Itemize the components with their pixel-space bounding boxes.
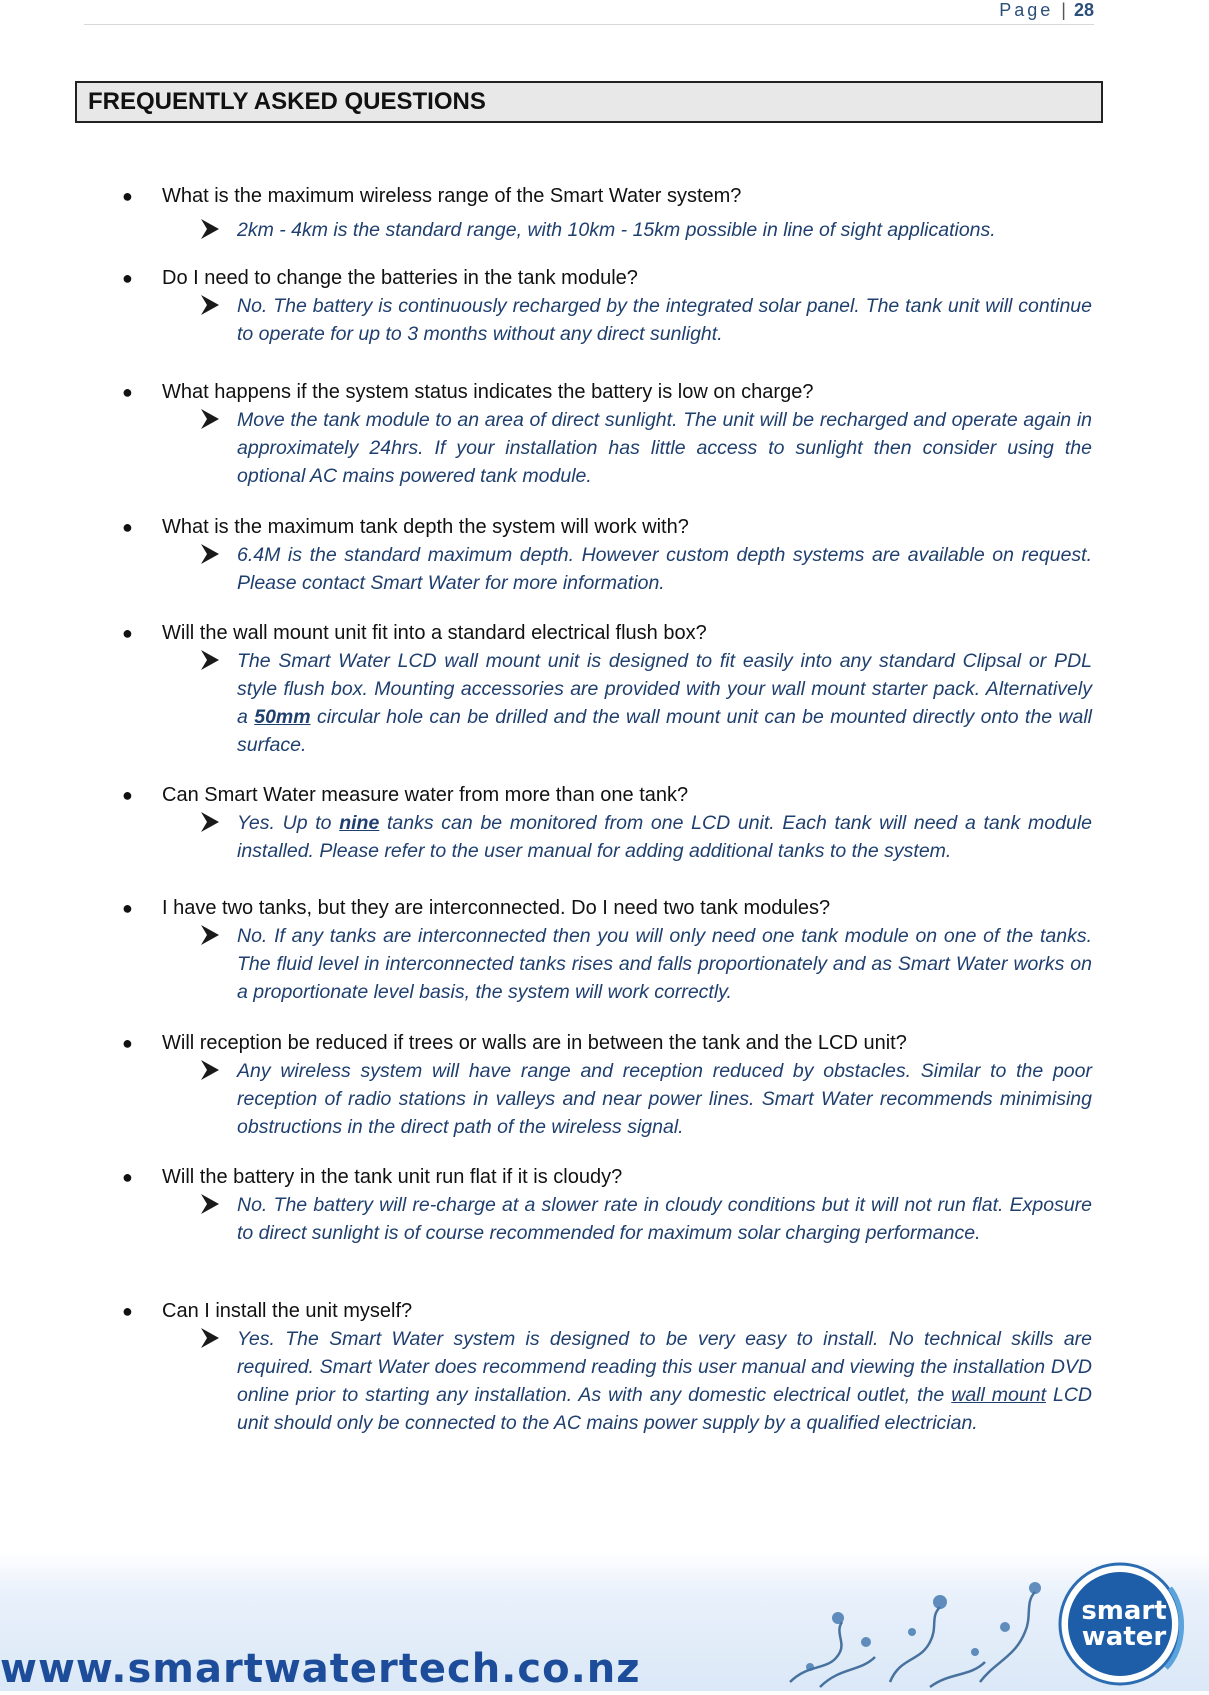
faq-answer-text: No. The battery will re-charge at a slower rate in cloudy conditions but it will not run flat. Exposure to direct sunlight is of course recommended for maximum solar charging performance. bbox=[237, 1194, 1092, 1244]
faq-question-text: Will reception be reduced if trees or walls are in between the tank and the LCD unit? bbox=[162, 1032, 907, 1054]
arrow-icon bbox=[200, 294, 220, 316]
water-splash-graphic bbox=[780, 1572, 1080, 1691]
bullet-icon: ● bbox=[122, 1301, 133, 1321]
faq-answer-emphasis: nine bbox=[339, 812, 380, 834]
faq-answer bbox=[237, 1191, 1092, 1247]
faq-question bbox=[122, 182, 1092, 210]
faq-question-text: What is the maximum wireless range of the Smart Water system? bbox=[162, 185, 742, 207]
page-footer bbox=[0, 1552, 1209, 1691]
arrow-icon bbox=[200, 1327, 220, 1349]
arrow-icon bbox=[200, 218, 220, 240]
faq-answer bbox=[237, 541, 1092, 597]
bullet-icon: ● bbox=[122, 517, 133, 537]
page-separator: | bbox=[1061, 0, 1066, 20]
faq-answer bbox=[237, 922, 1092, 1006]
faq-question bbox=[122, 378, 1092, 406]
faq-answer-text: Move the tank module to an area of direct sunlight. The unit will be recharged and operate again in approximately 24hrs. If your installation has little access to sunlight then consider using the optional AC mains powered tank module. bbox=[237, 409, 1092, 487]
faq-answer-text: 2km - 4km is the standard range, with 10km - 15km possible in line of sight applications. bbox=[237, 219, 996, 241]
arrow-icon bbox=[200, 1193, 220, 1215]
bullet-icon: ● bbox=[122, 785, 133, 805]
logo-text bbox=[1058, 1558, 1190, 1690]
faq-item bbox=[122, 513, 1092, 597]
bullet-icon: ● bbox=[122, 186, 133, 206]
faq-question bbox=[122, 619, 1092, 647]
bullet-icon: ● bbox=[122, 1167, 133, 1187]
arrow-icon bbox=[200, 924, 220, 946]
faq-question bbox=[122, 264, 1092, 292]
arrow-icon bbox=[200, 811, 220, 833]
bullet-icon: ● bbox=[122, 623, 133, 643]
faq-question-text: Can Smart Water measure water from more than one tank? bbox=[162, 784, 689, 806]
faq-item bbox=[122, 1029, 1092, 1141]
section-title: FREQUENTLY ASKED QUESTIONS bbox=[75, 81, 1103, 123]
faq-item bbox=[122, 378, 1092, 490]
faq-answer bbox=[237, 1057, 1092, 1141]
faq-answer-text: No. If any tanks are interconnected then you will only need one tank module on one of the tanks. The fluid level in interconnected tanks rises and falls proportionately and as Smart Water works on a proportionate level basis, the system will work correctly. bbox=[237, 925, 1092, 1003]
arrow-icon bbox=[200, 543, 220, 565]
page-header bbox=[84, 0, 1094, 25]
arrow-icon bbox=[200, 1059, 220, 1081]
faq-answer bbox=[237, 406, 1092, 490]
faq-item bbox=[122, 894, 1092, 1006]
faq-question-text: Can I install the unit myself? bbox=[162, 1300, 413, 1322]
faq-answer bbox=[237, 216, 1092, 244]
faq-question-text: Do I need to change the batteries in the tank module? bbox=[162, 267, 638, 289]
bullet-icon: ● bbox=[122, 1033, 133, 1053]
arrow-icon bbox=[200, 408, 220, 430]
faq-answer-text: Yes. Up to bbox=[237, 812, 340, 834]
faq-answer-emphasis: 50mm bbox=[254, 706, 311, 728]
faq-answer-text: circular hole can be drilled and the wall mount unit can be mounted directly onto the wall surface. bbox=[237, 706, 1092, 756]
faq-question-text: What is the maximum tank depth the system will work with? bbox=[162, 516, 689, 538]
faq-item bbox=[122, 264, 1092, 348]
faq-answer bbox=[237, 1325, 1092, 1437]
faq-question bbox=[122, 1297, 1092, 1325]
smart-water-logo bbox=[1058, 1558, 1190, 1690]
faq-answer-text: The Smart Water LCD wall mount unit is designed to fit easily into any standard Clipsal or PDL style flush box. Mounting accessories are provided with your wall mount starter pack. Alternatively a bbox=[237, 650, 1092, 728]
bullet-icon: ● bbox=[122, 898, 133, 918]
faq-answer bbox=[237, 809, 1092, 865]
faq-item bbox=[122, 1163, 1092, 1247]
page-number: 28 bbox=[1073, 0, 1094, 20]
faq-question-text: Will the wall mount unit fit into a standard electrical flush box? bbox=[162, 622, 707, 644]
faq-answer-text: 6.4M is the standard maximum depth. However custom depth systems are available on request. Please contact Smart Water for more information. bbox=[237, 544, 1092, 594]
faq-question bbox=[122, 1029, 1092, 1057]
faq-answer-text: Any wireless system will have range and reception reduced by obstacles. Similar to the poor reception of radio stations in valleys and near power lines. Smart Water recommends minimising obstructions in the direct path of the wireless signal. bbox=[237, 1060, 1092, 1138]
faq-item bbox=[122, 182, 1092, 244]
logo-line-1: smart bbox=[1081, 1596, 1167, 1626]
faq-question-text: What happens if the system status indicates the battery is low on charge? bbox=[162, 381, 814, 403]
faq-answer bbox=[237, 647, 1092, 759]
faq-answer-text: tanks can be monitored from one LCD unit. Each tank will need a tank module installed. Please refer to the user manual for adding additional tanks to the system. bbox=[237, 812, 1092, 862]
faq-answer-text: LCD unit should only be connected to the AC mains power supply by a qualified electrician. bbox=[237, 1384, 1092, 1434]
faq-answer bbox=[237, 292, 1092, 348]
bullet-icon: ● bbox=[122, 382, 133, 402]
arrow-icon bbox=[200, 649, 220, 671]
website-url: www.smartwatertech.co.nz bbox=[0, 1646, 641, 1692]
faq-question-text: I have two tanks, but they are interconnected. Do I need two tank modules? bbox=[162, 897, 831, 919]
bullet-icon: ● bbox=[122, 268, 133, 288]
faq-question bbox=[122, 1163, 1092, 1191]
faq-answer-text: Yes. The Smart Water system is designed to be very easy to install. No technical skills are required. Smart Water does recommend reading this user manual and viewing the installation DVD online prior to starting any installation. As with any domestic electrical outlet, the bbox=[237, 1328, 1092, 1406]
faq-item bbox=[122, 619, 1092, 759]
faq-question-text: Will the battery in the tank unit run flat if it is cloudy? bbox=[162, 1166, 623, 1188]
faq-answer-underlined: wall mount bbox=[951, 1384, 1046, 1406]
faq-item bbox=[122, 1297, 1092, 1437]
logo-line-2: water bbox=[1081, 1622, 1167, 1652]
page-label: Page bbox=[999, 0, 1054, 20]
faq-question bbox=[122, 513, 1092, 541]
faq-question bbox=[122, 894, 1092, 922]
faq-question bbox=[122, 781, 1092, 809]
faq-item bbox=[122, 781, 1092, 865]
faq-answer-text: No. The battery is continuously recharged by the integrated solar panel. The tank unit will continue to operate for up to 3 months without any direct sunlight. bbox=[237, 295, 1092, 345]
